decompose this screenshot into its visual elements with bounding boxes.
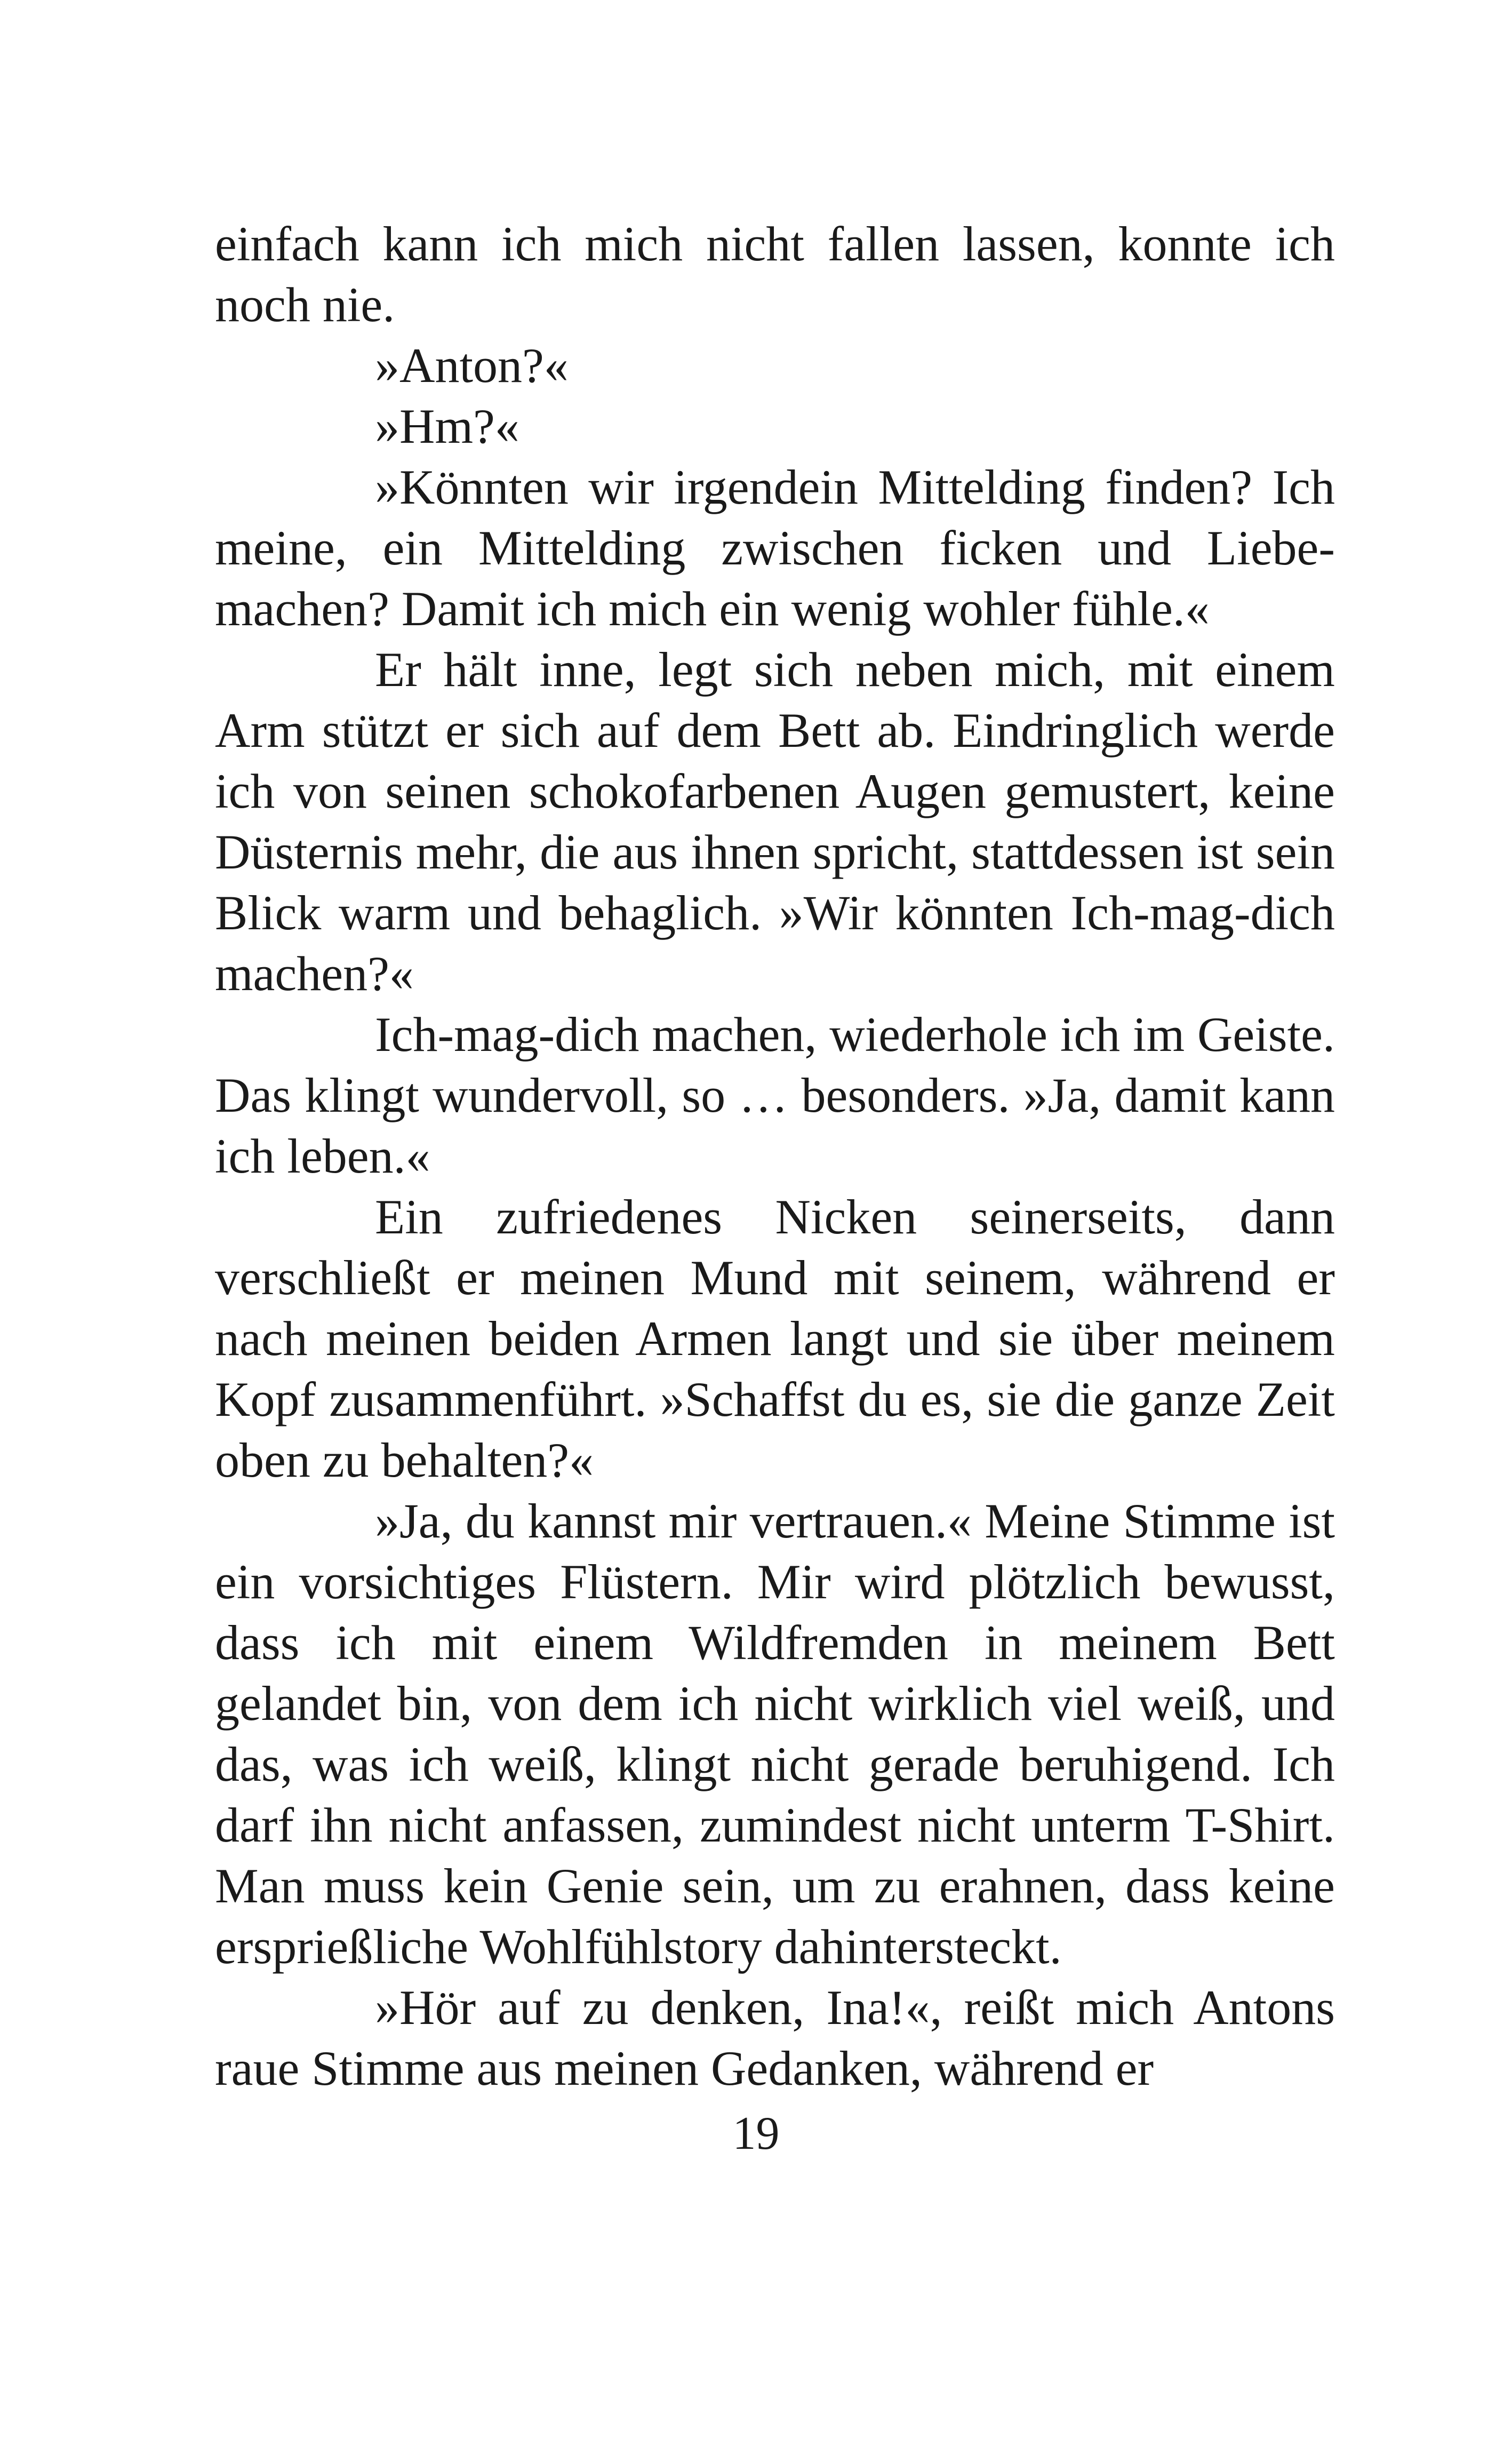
paragraph: »Könnten wir irgendein Mittelding finden? Ich meine, ein Mittelding zwischen ficken und Liebemachen? Damit ich mich ein wenig wohler fühle.« xyxy=(215,460,1335,636)
paragraph: »Ja, du kannst mir vertrauen.« Meine Stimme ist ein vorsichtiges Flüstern. Mir wird plötzlich bewusst, dass ich mit einem Wildfremden in meinem Bett gelandet bin, von dem ich nicht wirklich viel weiß, und das, was ich weiß, klingt nicht gerade beruhigend. Ich darf ihn nicht anfassen, zumindest nicht unterm T-Shirt. Man muss kein Genie sein, um zu erahnen, dass keine ersprießliche Wohlfühlstory dahintersteckt. xyxy=(215,1494,1335,1974)
paragraph: einfach kann ich mich nicht fallen lassen, konnte ich noch nie. xyxy=(215,217,1335,332)
paragraph: Er hält inne, legt sich neben mich, mit einem Arm stützt er sich auf dem Bett ab. Eindringlich werde ich von seinen schokofarbenen Augen gemustert, keine Düsternis mehr, die aus ihnen spricht, stattdessen ist sein Blick warm und behaglich. »Wir könnten Ich-mag-dich machen?« xyxy=(215,642,1335,1001)
paragraph: Ein zufriedenes Nicken seinerseits, dann verschließt er meinen Mund mit seinem, während er nach meinen beiden Armen langt und sie über meinem Kopf zusammenführt. »Schaffst du es, sie die ganze Zeit oben zu behalten?« xyxy=(215,1190,1335,1487)
page-number: 19 xyxy=(732,2108,780,2159)
paragraph: »Anton?« xyxy=(375,338,569,393)
paragraph: »Hm?« xyxy=(375,399,519,453)
paragraph: Ich-mag-dich machen, wiederhole ich im Geiste. Das klingt wundervoll, so … besonders. »Ja, damit kann ich leben.« xyxy=(215,1007,1335,1183)
paragraph: »Hör auf zu denken, Ina!«, reißt mich Antons raue Stimme aus meinen Gedanken, während er xyxy=(215,1980,1335,2095)
body-text xyxy=(215,213,1335,2099)
